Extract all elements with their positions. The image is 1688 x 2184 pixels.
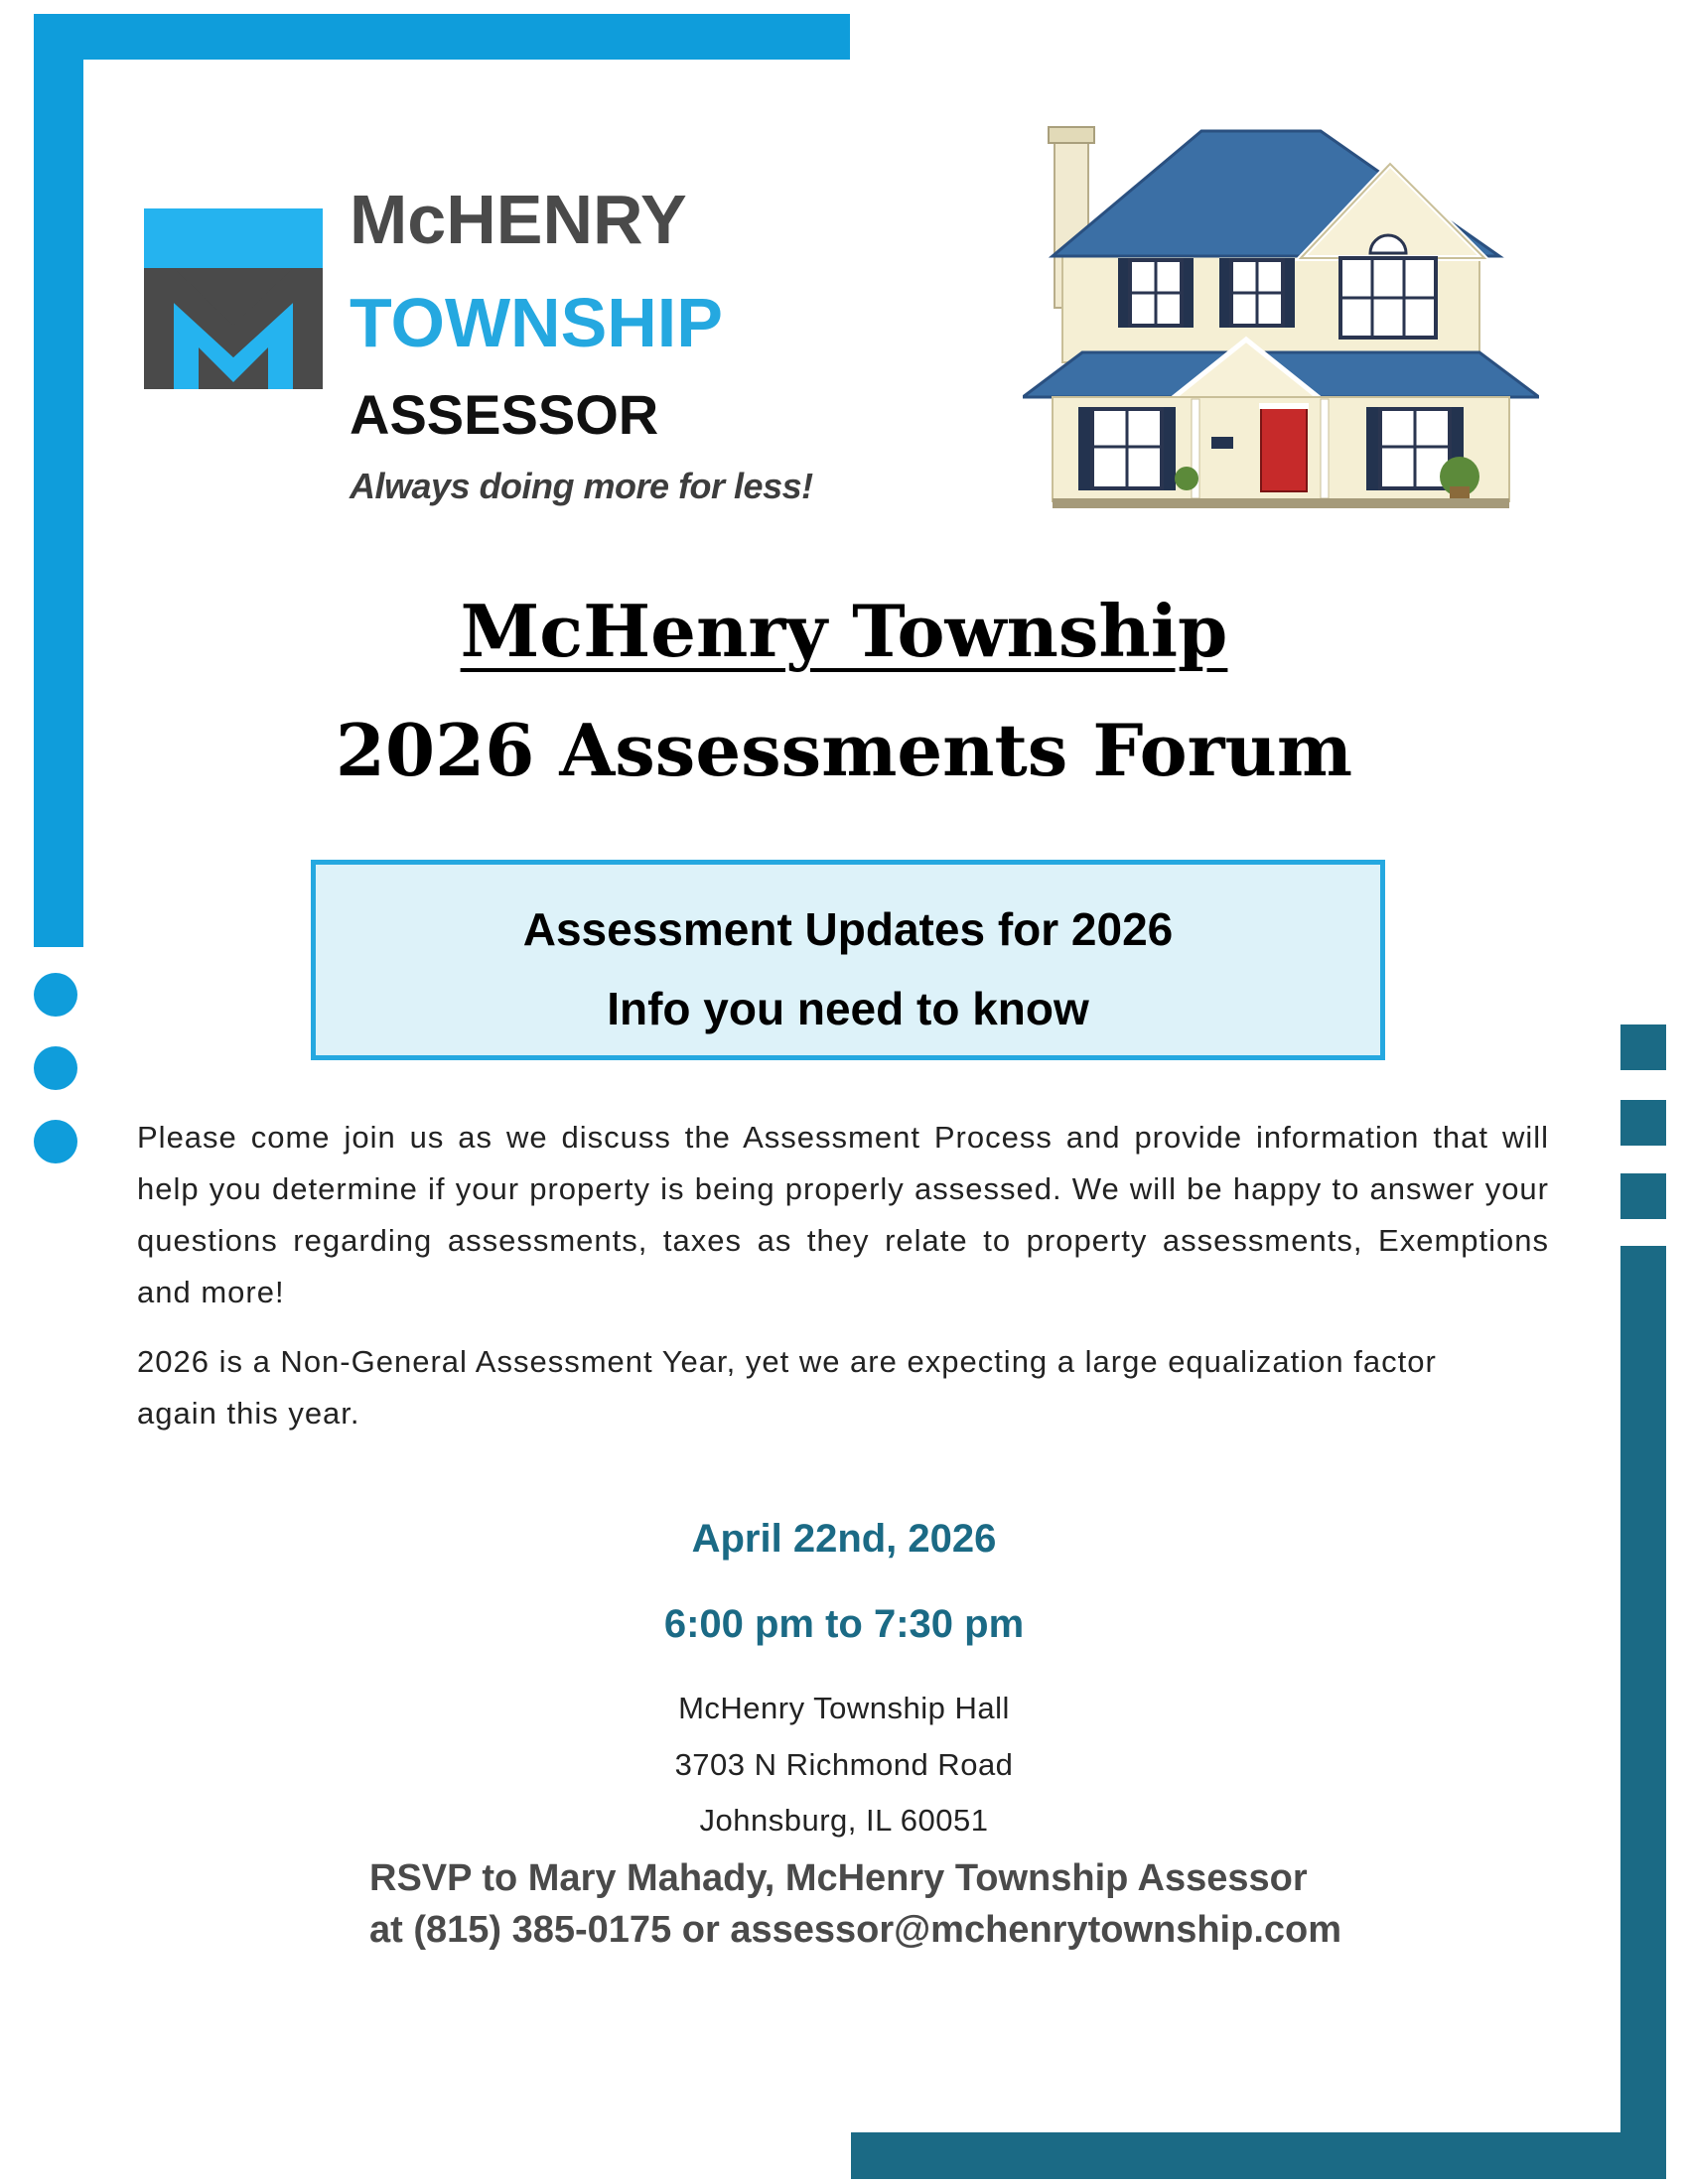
decorative-square bbox=[1620, 1173, 1666, 1219]
decorative-square bbox=[1620, 1100, 1666, 1146]
logo-text-assessor: ASSESSOR bbox=[350, 383, 659, 446]
event-date: April 22nd, 2026 bbox=[691, 1517, 997, 1561]
frame-top-bar bbox=[34, 14, 850, 60]
highlight-box bbox=[311, 860, 1385, 1060]
rsvp-line1: RSVP to Mary Mahady, McHenry Township Assessor bbox=[369, 1857, 1308, 1899]
body-paragraph-1: Please come join us as we discuss the Assessment Process and provide information that will help you determine if your property is being properly assessed. We will be happy to answer your questions regarding assessments, taxes as they relate to property assessments, Exemptions and more! bbox=[137, 1120, 1549, 1309]
page-title: McHenry Township bbox=[460, 589, 1228, 673]
logo-tagline: Always doing more for less! bbox=[350, 466, 813, 506]
event-city: Johnsburg, IL 60051 bbox=[699, 1803, 989, 1838]
frame-bottom-bar bbox=[851, 2132, 1666, 2179]
event-street: 3703 N Richmond Road bbox=[674, 1747, 1014, 1782]
highlight-line1: Assessment Updates for 2026 bbox=[522, 903, 1174, 955]
logo-text-mchenry: McHENRY bbox=[350, 181, 687, 258]
body-paragraph-2: 2026 is a Non-General Assessment Year, yet we are expecting a large equalization factor again this year. bbox=[137, 1344, 1437, 1431]
rsvp-line2: at (815) 385-0175 or assessor@mchenrytownship.com bbox=[369, 1909, 1342, 1951]
logo-text-township: TOWNSHIP bbox=[350, 284, 723, 361]
frame-left-bar bbox=[34, 14, 83, 947]
decorative-dot bbox=[34, 973, 77, 1017]
event-venue: McHenry Township Hall bbox=[678, 1691, 1010, 1725]
page-subtitle: 2026 Assessments Forum bbox=[335, 708, 1353, 792]
house-illustration bbox=[1023, 109, 1539, 536]
event-time: 6:00 pm to 7:30 pm bbox=[663, 1602, 1025, 1646]
decorative-dot bbox=[34, 1046, 77, 1090]
highlight-line2: Info you need to know bbox=[607, 983, 1089, 1034]
decorative-square bbox=[1620, 1024, 1666, 1070]
mchenry-m-logo-icon bbox=[144, 208, 323, 389]
decorative-dot bbox=[34, 1120, 77, 1163]
